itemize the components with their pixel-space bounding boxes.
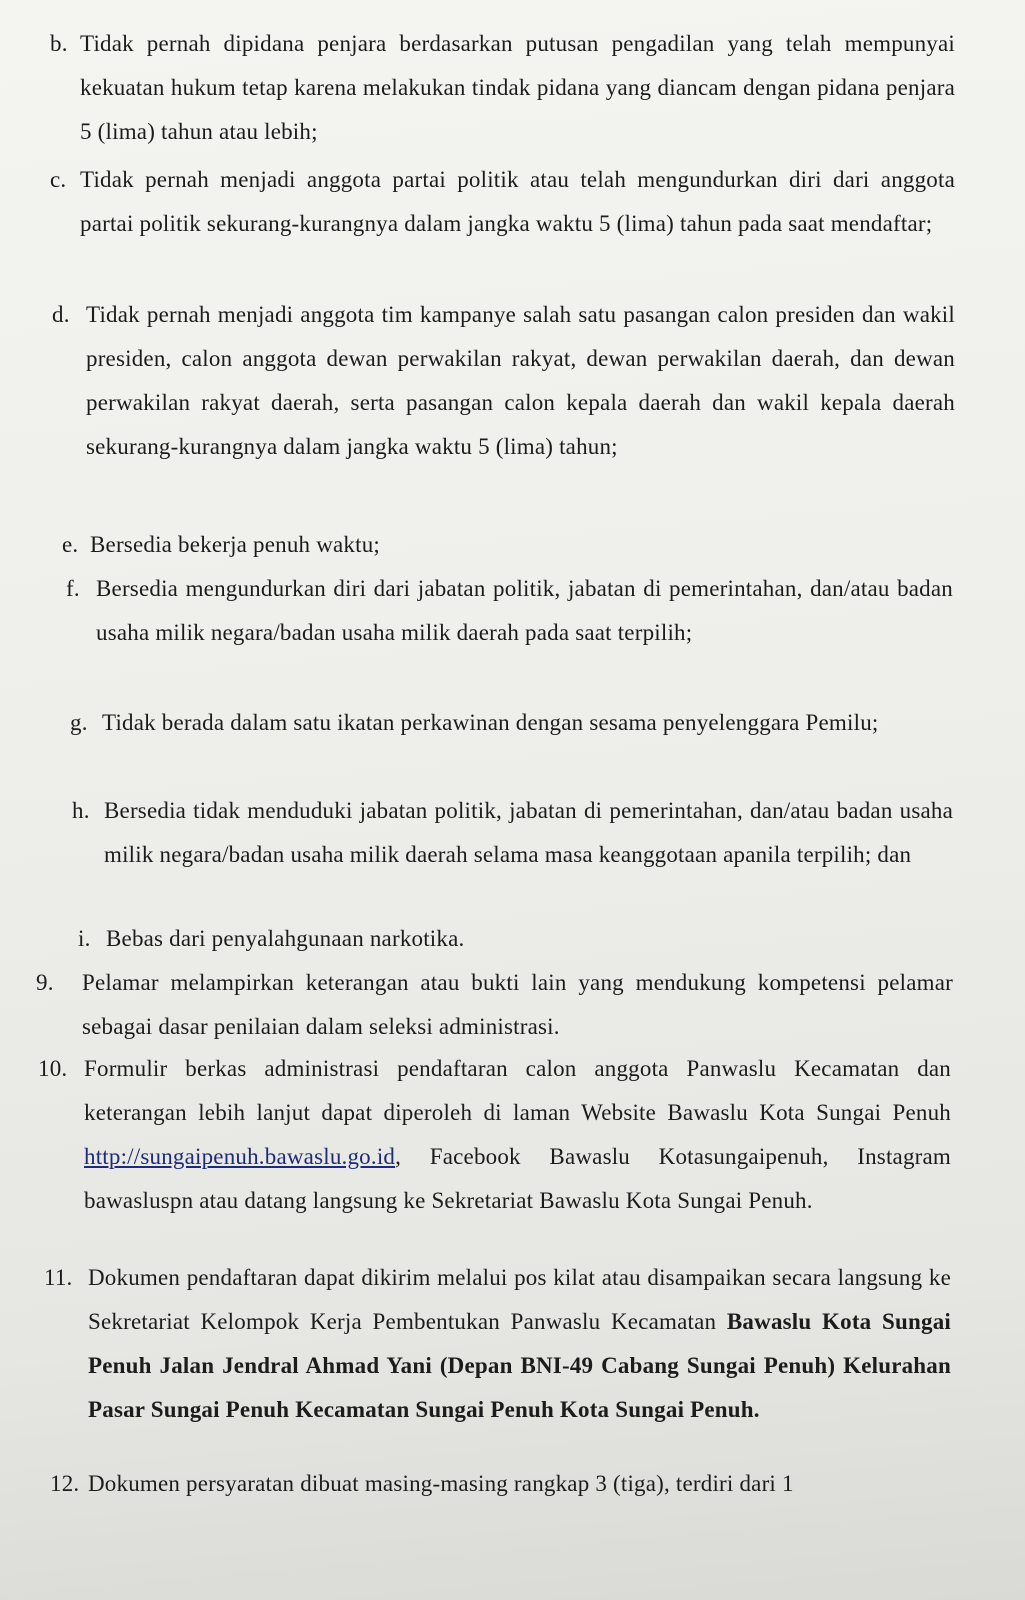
item-label: 12. xyxy=(50,1471,80,1496)
item-text xyxy=(84,1047,951,1223)
item-text-part: , Facebook Bawaslu Kotasungaipenuh, Instagram bawasluspn atau datang langsung ke Sekretariat Bawaslu Kota Sungai Penuh. xyxy=(84,1144,951,1213)
item-label: c. xyxy=(50,167,67,192)
item-text-part: Formulir berkas administrasi pendaftaran calon anggota Panwaslu Kecamatan dan keterangan lebih lanjut dapat diperoleh di laman Website Bawaslu Kota Sungai Penuh xyxy=(84,1056,951,1125)
item-label: h. xyxy=(72,798,90,823)
item-label: 9. xyxy=(36,970,54,995)
item-text xyxy=(88,1256,951,1432)
item-label: i. xyxy=(78,926,91,951)
list-item-g xyxy=(70,701,953,745)
item-text: Tidak pernah dipidana penjara berdasarkan putusan pengadilan yang telah mempunyai kekuatan hukum tetap karena melakukan tindak pidana yang diancam dengan pidana penjara 5 (lima) tahun atau lebih; xyxy=(80,31,955,144)
list-item-f xyxy=(66,567,953,655)
item-label: 11. xyxy=(44,1265,73,1290)
item-text: Bersedia tidak menduduki jabatan politik, jabatan di pemerintahan, dan/atau badan usaha milik negara/badan usaha milik daerah selama masa keanggotaan apanila terpilih; dan xyxy=(104,798,953,867)
list-item-e xyxy=(62,523,955,567)
list-item-b xyxy=(50,22,955,154)
item-text: Dokumen persyaratan dibuat masing-masing rangkap 3 (tiga), terdiri dari 1 xyxy=(88,1471,794,1496)
item-label: 10. xyxy=(38,1056,68,1081)
item-label: g. xyxy=(70,710,88,735)
list-item-12 xyxy=(50,1462,950,1506)
list-item-h xyxy=(72,789,953,877)
list-item-11 xyxy=(44,1256,951,1432)
list-item-10 xyxy=(38,1047,951,1223)
website-link[interactable]: http://sungaipenuh.bawaslu.go.id xyxy=(84,1144,396,1169)
item-label: b. xyxy=(50,31,68,56)
item-label: f. xyxy=(66,576,80,601)
item-text: Tidak pernah menjadi anggota partai politik atau telah mengundurkan diri dari anggota partai politik sekurang-kurangnya dalam jangka waktu 5 (lima) tahun pada saat mendaftar; xyxy=(80,167,955,236)
item-label: e. xyxy=(62,532,79,557)
list-item-d xyxy=(52,293,955,469)
list-item-i xyxy=(78,917,953,961)
address-bold: Bawaslu Kota Sungai Penuh Jalan Jendral Ahmad Yani (Depan BNI-49 Cabang Sungai Penuh) Kelurahan Pasar Sungai Penuh Kecamatan Sungai Penuh Kota Sungai Penuh. xyxy=(88,1309,951,1422)
item-text: Tidak berada dalam satu ikatan perkawinan dengan sesama penyelenggara Pemilu; xyxy=(102,710,879,735)
item-text: Bersedia bekerja penuh waktu; xyxy=(90,532,380,557)
list-item-9 xyxy=(36,961,953,1049)
item-text: Bebas dari penyalahgunaan narkotika. xyxy=(106,926,465,951)
item-label: d. xyxy=(52,302,70,327)
item-text: Tidak pernah menjadi anggota tim kampanye salah satu pasangan calon presiden dan wakil presiden, calon anggota dewan perwakilan rakyat, dewan perwakilan daerah, dan dewan perwakilan rakyat daerah, serta pasangan calon kepala daerah dan wakil kepala daerah sekurang-kurangnya dalam jangka waktu 5 (lima) tahun; xyxy=(86,302,955,459)
item-text: Bersedia mengundurkan diri dari jabatan politik, jabatan di pemerintahan, dan/atau badan usaha milik negara/badan usaha milik daerah pada saat terpilih; xyxy=(96,576,953,645)
item-text-part: Dokumen pendaftaran dapat dikirim melalui pos kilat atau disampaikan secara langsung ke Sekretariat Kelompok Kerja Pembentukan Panwaslu Kecamatan xyxy=(88,1265,951,1334)
list-item-c xyxy=(50,158,955,246)
item-text: Pelamar melampirkan keterangan atau bukti lain yang mendukung kompetensi pelamar sebagai dasar penilaian dalam seleksi administrasi. xyxy=(82,970,953,1039)
